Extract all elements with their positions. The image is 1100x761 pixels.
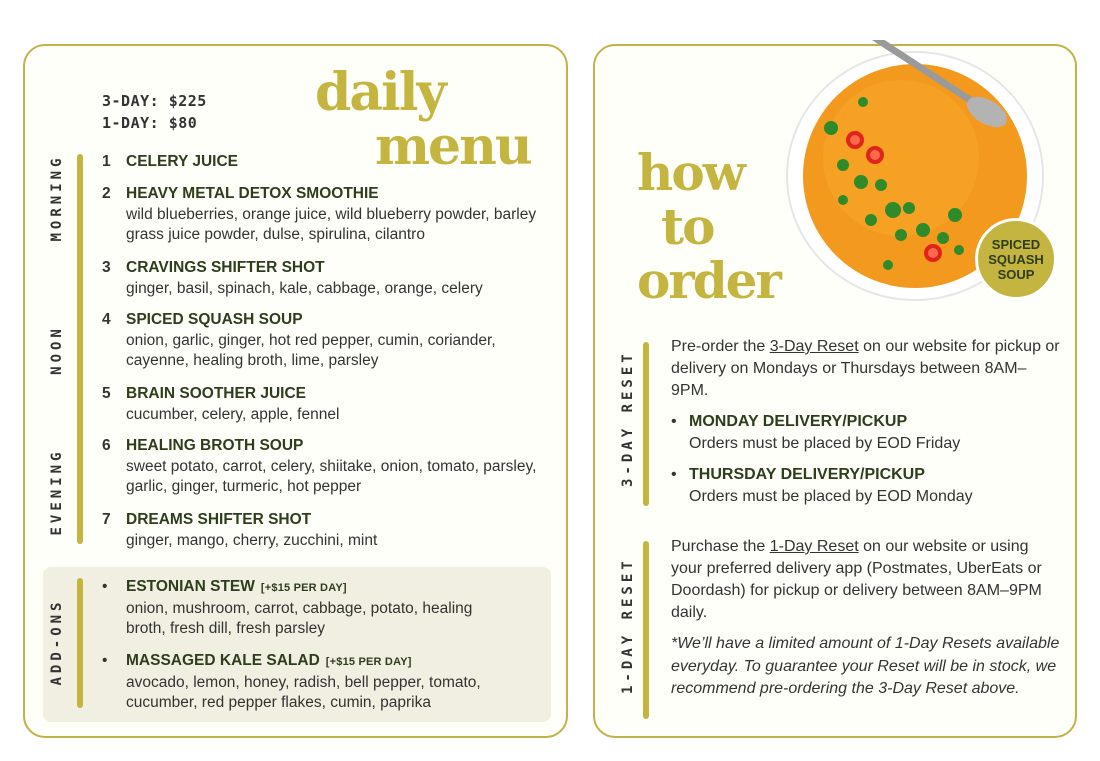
title-word-to: to	[661, 197, 714, 256]
item-description: cucumber, celery, apple, fennel	[126, 405, 340, 423]
addon-price: [+$15 PER DAY]	[260, 582, 347, 594]
option-deadline: Orders must be placed by EOD Monday	[689, 488, 973, 505]
section-1-day-reset: 1-DAY RESET	[620, 557, 636, 694]
addon-name-row	[126, 651, 542, 673]
intro-text: Pre-order the	[671, 338, 770, 355]
addon-bullet: •	[102, 578, 108, 595]
title-word-order: order	[637, 251, 780, 310]
soup-badge: SPICED SQUASH SOUP	[975, 218, 1057, 300]
menu-item	[102, 184, 562, 246]
price-1-day: 1-DAY: $80	[102, 114, 198, 132]
addon-description: onion, mushroom, carrot, cabbage, potato, healing broth, fresh dill, fresh parsley	[126, 599, 473, 637]
item-description: ginger, mango, cherry, zucchini, mint	[126, 531, 378, 549]
availability-note: *We’ll have a limited amount of 1-Day Resets available everyday. To guarantee your Reset will be in stock, we recommend pre-ordering the 3-Day Reset above.	[671, 635, 1060, 697]
item-name: HEALING BROTH SOUP	[126, 437, 304, 454]
menu-item	[102, 384, 562, 425]
item-number: 7	[102, 511, 111, 528]
menu-item	[102, 310, 562, 372]
item-name: CELERY JUICE	[126, 153, 238, 170]
three-day-reset-link[interactable]: 3-Day Reset	[769, 338, 859, 355]
item-number: 4	[102, 311, 111, 328]
menu-item	[102, 510, 562, 551]
item-number: 2	[102, 185, 111, 202]
section-evening: EVENING	[49, 448, 65, 536]
menu-item	[102, 436, 562, 498]
item-number: 1	[102, 153, 111, 170]
item-number: 5	[102, 385, 111, 402]
section-addons: ADD-ONS	[49, 598, 65, 686]
section-noon: NOON	[49, 325, 65, 375]
intro-text: Purchase the	[671, 538, 770, 555]
item-name: DREAMS SHIFTER SHOT	[126, 511, 312, 528]
daily-menu-card	[23, 44, 568, 738]
section-morning: MORNING	[49, 154, 65, 242]
item-number: 6	[102, 437, 111, 454]
title-word-daily: daily	[315, 62, 445, 123]
addon-item	[102, 577, 542, 640]
intro-text: on our website or using your preferred delivery app (Postmates, UberEats or Doordash) for pickup or delivery between 8AM–9PM daily.	[671, 538, 1042, 621]
menu-item	[102, 152, 562, 173]
item-description: sweet potato, carrot, celery, shiitake, onion, tomato, parsley, garlic, ginger, turmeric, hot pepper	[126, 457, 537, 495]
option-bullet: •	[671, 466, 677, 483]
title-word-menu: menu	[375, 116, 531, 177]
one-day-reset-link[interactable]: 1-Day Reset	[769, 538, 859, 555]
item-number: 3	[102, 259, 111, 276]
delivery-option	[671, 464, 1061, 508]
one-day-bar	[643, 541, 649, 719]
delivery-option	[671, 411, 1061, 455]
option-deadline: Orders must be placed by EOD Friday	[689, 435, 961, 452]
addon-name: ESTONIAN STEW	[126, 578, 255, 595]
how-to-order-title	[637, 143, 780, 310]
addon-bullet: •	[102, 652, 108, 669]
item-name: BRAIN SOOTHER JUICE	[126, 385, 306, 402]
morning-bar	[77, 154, 83, 544]
item-name: CRAVINGS SHIFTER SHOT	[126, 259, 325, 276]
one-day-intro	[671, 536, 1061, 624]
item-name: HEAVY METAL DETOX SMOOTHIE	[126, 185, 379, 202]
price-3-day: 3-DAY: $225	[102, 92, 207, 110]
item-description: wild blueberries, orange juice, wild blueberry powder, barley grass juice powder, dulse, spirulina, cilantro	[126, 205, 537, 243]
three-day-bar	[643, 342, 649, 506]
option-title: MONDAY DELIVERY/PICKUP	[689, 413, 908, 430]
item-description: ginger, basil, spinach, kale, cabbage, orange, celery	[126, 279, 483, 297]
item-description: onion, garlic, ginger, hot red pepper, cumin, coriander, cayenne, healing broth, lime, parsley	[126, 331, 496, 369]
menu-item	[102, 258, 562, 299]
addons-bar	[77, 578, 83, 708]
addon-description: avocado, lemon, honey, radish, bell pepper, tomato, cucumber, red pepper flakes, cumin, paprika	[126, 673, 481, 711]
title-word-how: how	[637, 143, 744, 202]
addon-price: [+$15 PER DAY]	[325, 656, 412, 668]
three-day-intro	[671, 336, 1061, 402]
item-name: SPICED SQUASH SOUP	[126, 311, 303, 328]
option-bullet: •	[671, 413, 677, 430]
addon-name-row	[126, 577, 542, 599]
section-3-day-reset: 3-DAY RESET	[620, 350, 636, 487]
addon-name: MASSAGED KALE SALAD	[126, 652, 320, 669]
prices	[102, 90, 207, 134]
addon-item	[102, 651, 542, 714]
option-title: THURSDAY DELIVERY/PICKUP	[689, 466, 925, 483]
intro-text: on our website for pickup or delivery on Mondays or Thursdays between 8AM–9PM.	[671, 338, 1060, 399]
